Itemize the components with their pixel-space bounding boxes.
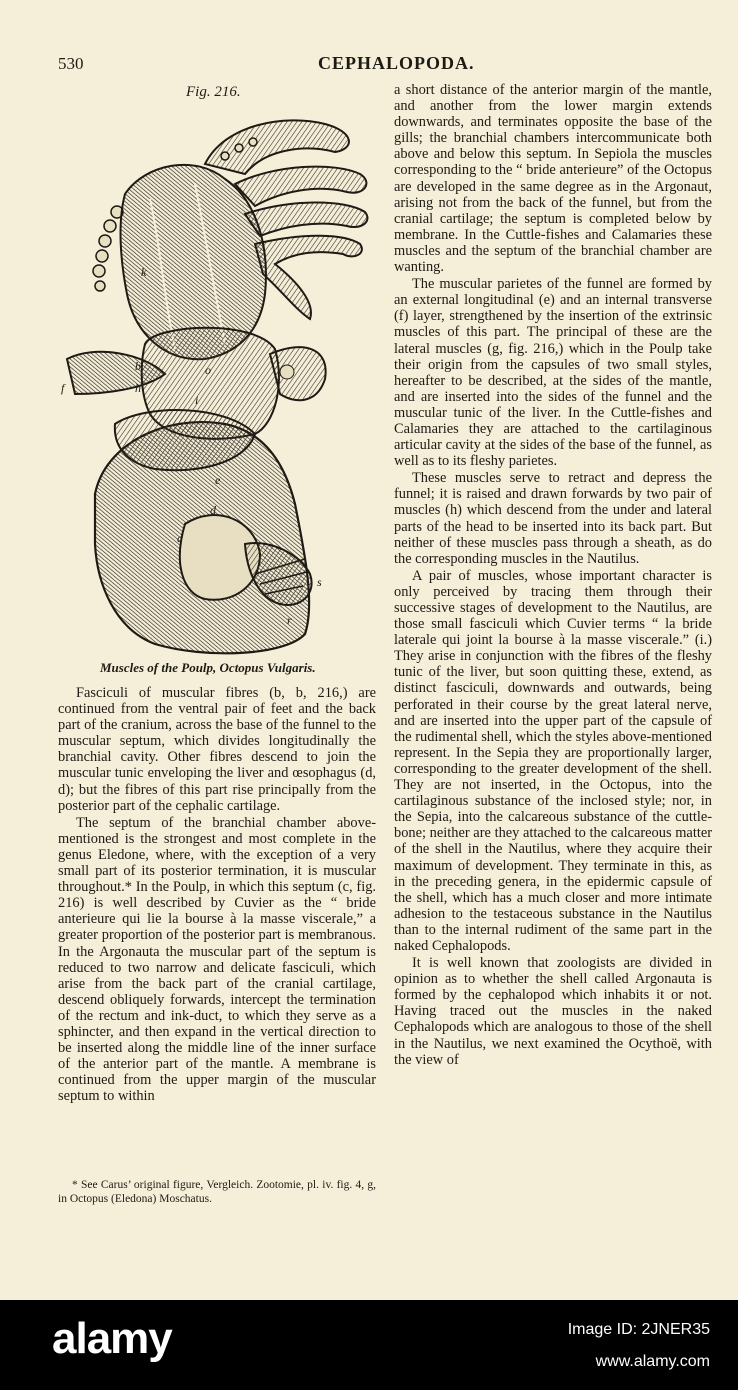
fig-letter-s: s	[317, 575, 322, 589]
right-paragraph-5: It is well known that zoologists are divided in opinion as to whether the shell called Argonauta is formed by the cephalopod which inhabits it or not. Having traced out the muscles in the naked Cephalopods which are analogous to those of the shell in the Nautilus, we next examined the Ocythoë, with the view of	[394, 955, 712, 1068]
fig-letter-d2: d	[177, 531, 183, 545]
fig-letter-i: i	[195, 393, 199, 407]
anatomical-engraving	[55, 104, 385, 660]
left-paragraph-1: Fasciculi of muscular fibres (b, b, 216,) are continued from the ventral pair of feet and the back part of the cranium, across the base of the funnel to the muscular septum, which divides longitudinally the branchial cavity. Other fibres descend to join the muscular tunic enveloping the liver and œsophagus (d, d); but the fibres of this part rise principally from the posterior part of the cephalic cartilage.	[58, 685, 376, 814]
left-column	[58, 685, 376, 1104]
page-number: 530	[58, 54, 84, 73]
site-url: www.alamy.com	[595, 1353, 710, 1370]
right-paragraph-4: A pair of muscles, whose important character is only perceived by tracing them through their successive stages of development to the Nautilus, are those small fasciculi which Cuvier terms “ la bride laterale qui joint la bourse à la masse viscerale.” (i.) They arise in conjunction with the fibres of the fleshy tunic of the liver, but soon quitting these, extend, as distinct fasciculi, downwards and outwards, being perforated in their course by the great lateral nerve, and are inserted into the upper part of the capsule of the rudimental shell, which the styles above-mentioned represent. In the Sepia they are proportionally larger, corresponding to the greater development of the shell. They are not inserted, in the Octopus, into the cartilaginous substance of the inclosed style; nor, in the Sepia, into the calcareous substance of the cuttle-bone; neither are they attached to the calcareous matter of the shell in the Nautilus, where they acquire their maximum of development. They terminate in this, as in the preceding genera, in the epidermic capsule of the shell, which has a much closer and more intimate adhesion to the testaceous substance in the Nautilus than to the internal rudiment of the same part in the naked Cephalopods.	[394, 567, 712, 954]
watermark-bar	[0, 1300, 738, 1390]
footnote: * See Carus’ original figure, Vergleich. Zootomie, pl. iv. fig. 4, g, in Octopus (Eledona) Moschatus.	[58, 1179, 376, 1205]
fig-letter-r: r	[287, 613, 292, 627]
right-paragraph-3: These muscles serve to retract and depress the funnel; it is raised and drawn forwards by two pair of muscles (h) which descend from the under and lateral parts of the head to be inserted into its back part. But neither of these muscles pass through a sheath, as do the corresponding muscles in the Nautilus.	[394, 470, 712, 567]
fig-letter-o: o	[205, 363, 211, 377]
fig-letter-e: e	[215, 473, 221, 487]
fig-letter-d1: d	[210, 503, 216, 517]
alamy-logo: alamy	[52, 1314, 172, 1363]
figure-caption: Muscles of the Poulp, Octopus Vulgaris.	[100, 660, 316, 675]
right-paragraph-2: The muscular parietes of the funnel are formed by an external longitudinal (e) and an internal transverse (f) layer, strengthened by the insertion of the extrinsic muscles of this part. The principal of these are the lateral muscles (g, fig. 216,) which in the Poulp take their origin from the capsules of two small styles, hereafter to be described, at the sides of the mantle, and are inserted into the sides of the funnel and the muscular tunic of the liver. In the Cuttle-fishes and Calamaries they are attached to the cartilaginous articular cavity at the sides of the base of the funnel, as well as to its fleshy parietes.	[394, 276, 712, 470]
image-id: Image ID: 2JNER35	[567, 1321, 710, 1338]
right-column	[394, 82, 712, 1068]
running-head: CEPHALOPODA.	[318, 53, 475, 73]
left-paragraph-2: The septum of the branchial chamber above-mentioned is the strongest and most complete in the genus Eledone, where, with the exception of a very small part of its posterior termination, it is muscular throughout.* In the Poulp, in which this septum (c, fig. 216) is well described by Cuvier as the “ bride anterieure qui lie la bourse à la masse viscerale,” a greater proportion of the posterior part is membranous. In the Argonauta the muscular part of the septum is reduced to two narrow and delicate fasciculi, which arise from the back part of the cranial cartilage, descend obliquely forwards, intercept the termination of the rectum and ink-duct, to which they serve as a sphincter, and then expand in the vertical direction to be inserted along the middle line of the inner surface of the anterior part of the mantle. A membrane is continued from the upper margin of the muscular septum to within	[58, 814, 376, 1105]
right-paragraph-1: a short distance of the anterior margin of the mantle, and another from the lower margin extends downwards, and terminates opposite the base of the gills; the branchial chambers intercommunicate both above and below this septum. In Sepiola the muscles corresponding to the “ bride anterieure” of the Octopus are developed in the same degree as in the Argonaut, arising not from the back of the funnel, but from the cranial cartilage; the septum is completed below by membrane. In the Cuttle-fishes and Calamaries these muscles and the septum of the branchial chamber are wanting.	[394, 82, 712, 276]
fig-letter-h: h	[135, 381, 141, 395]
fig-letter-k: k	[141, 265, 147, 279]
fig-letter-b: b	[135, 359, 141, 373]
figure-label: Fig. 216.	[186, 84, 241, 100]
fig-letter-f: f	[61, 381, 65, 395]
